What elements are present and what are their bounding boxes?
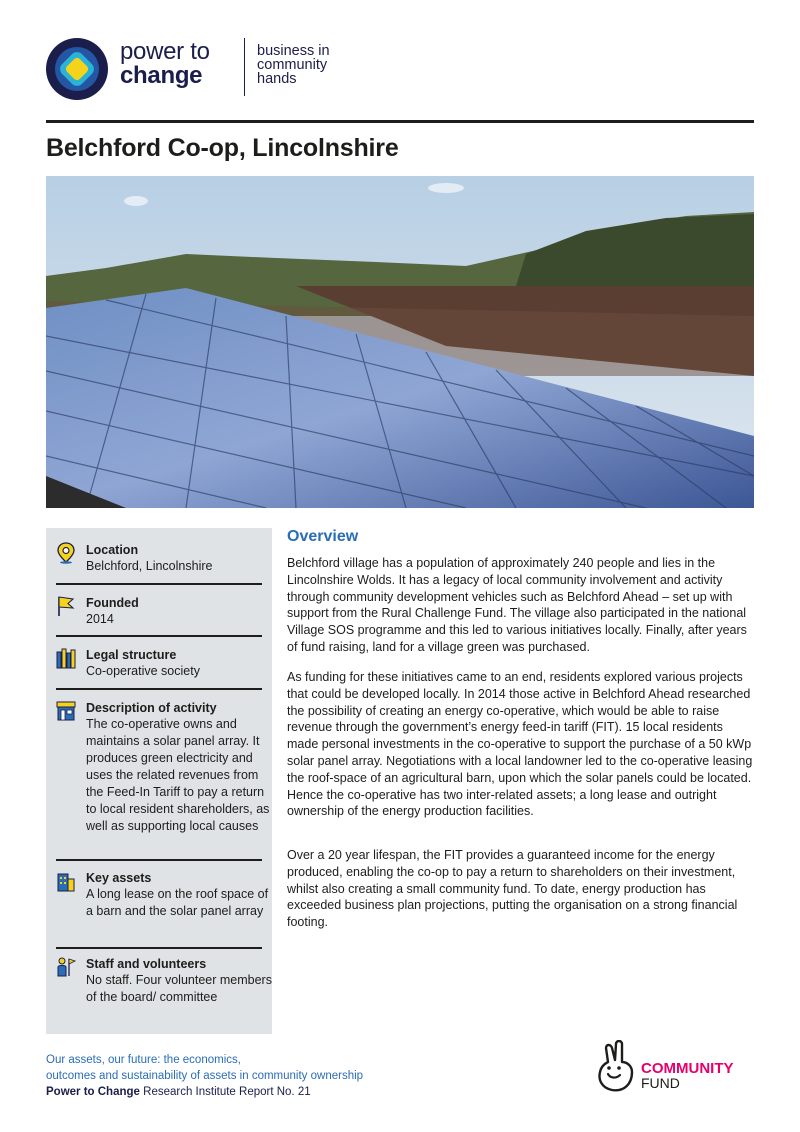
fact-heading: Description of activity [86, 701, 217, 715]
fact-heading: Staff and volunteers [86, 957, 207, 971]
fact-heading: Location [86, 543, 139, 557]
brand-line-1: power to [120, 38, 210, 65]
fact-divider [56, 859, 262, 861]
footer-org: Power to Change [46, 1086, 140, 1098]
overview-paragraph: Belchford village has a population of approximately 240 people and lies in the Lincolnshire Wolds. It has a legacy of local community involvement and activity through community development vehicles such as Belchford Ahead – set up with support from the Rural Challenge Fund. The village also participated in the national Village SOS programme and this led to various initiatives locally. Finally, after years of fund raising, land for a village green was purchased. [287, 556, 747, 654]
community-fund-line-2: FUND [641, 1075, 680, 1091]
brand-name [120, 40, 210, 88]
header-rule [46, 120, 754, 123]
fact-divider [56, 635, 262, 637]
community-fund-logo [641, 1061, 734, 1091]
person-flag-icon [56, 956, 76, 978]
books-icon [56, 647, 76, 669]
overview-heading: Overview [287, 528, 359, 545]
brand-line-2: change [120, 62, 203, 89]
fact-divider [56, 947, 262, 949]
fact-heading: Legal structure [86, 648, 177, 662]
flag-icon [56, 595, 76, 617]
fact-value: Belchford, Lincolnshire [86, 559, 213, 573]
footer-line-1: Our assets, our future: the economics, [46, 1054, 241, 1066]
tagline-line: business in [257, 43, 330, 59]
report-footer [46, 1052, 363, 1100]
fact-value: A long lease on the roof space of a barn and the solar panel array [86, 887, 269, 918]
fact-divider [56, 688, 262, 690]
overview-paragraph: Over a 20 year lifespan, the FIT provides a guaranteed income for the energy produced, enabling the co-op to pay a return to shareholders on their investment, whilst also creating a small community fund. To date, energy production has exceeded business plan projections, putting the organisation on a strong financial footing. [287, 848, 738, 930]
location-pin-icon [56, 542, 76, 564]
facts-sidebar [46, 528, 272, 1034]
solar-panel-photo [46, 176, 754, 508]
power-to-change-logo-icon [46, 38, 108, 100]
fact-value: 2014 [86, 612, 114, 626]
crossed-fingers-icon [594, 1040, 642, 1094]
tagline-line: community [257, 57, 328, 73]
brand-tagline [257, 44, 330, 86]
fact-value: Co-operative society [86, 664, 200, 678]
fact-value: No staff. Four volunteer members of the board/ committee [86, 973, 272, 1004]
community-fund-line-1: COMMUNITY [641, 1060, 734, 1077]
brand-divider [244, 38, 245, 96]
fact-heading: Founded [86, 596, 139, 610]
fact-divider [56, 583, 262, 585]
fact-heading: Key assets [86, 871, 152, 885]
tagline-line: hands [257, 71, 297, 87]
shop-icon [56, 700, 76, 722]
footer-report-number: Research Institute Report No. 21 [139, 1086, 311, 1098]
fact-value: The co-operative owns and maintains a solar panel array. It produces green electricity and uses the related revenues from the Feed-In Tariff to pay a return to local resident shareholders, as well as supporting local causes [86, 717, 270, 833]
page-title: Belchford Co-op, Lincolnshire [46, 134, 399, 162]
footer-line-2: outcomes and sustainability of assets in community ownership [46, 1070, 364, 1082]
building-icon [56, 870, 76, 892]
overview-paragraph: As funding for these initiatives came to an end, residents explored various projects that could be developed locally. In 2014 those active in Belchford Ahead researched the possibility of creating an energy co-operative, which would be able to raise revenue through the government’s energy feed-in tariff (FIT). 15 local residents made personal investments in the co-operative to support the purchase of a 50 kWp solar panel array. Negotiations with a local landowner led to the co-operative leasing the roof-space of an agricultural barn, upon which the solar panels could be located. Hence the co-operative has two inter-related assets; a long lease and outright ownership of the energy production facilities. [287, 670, 753, 819]
